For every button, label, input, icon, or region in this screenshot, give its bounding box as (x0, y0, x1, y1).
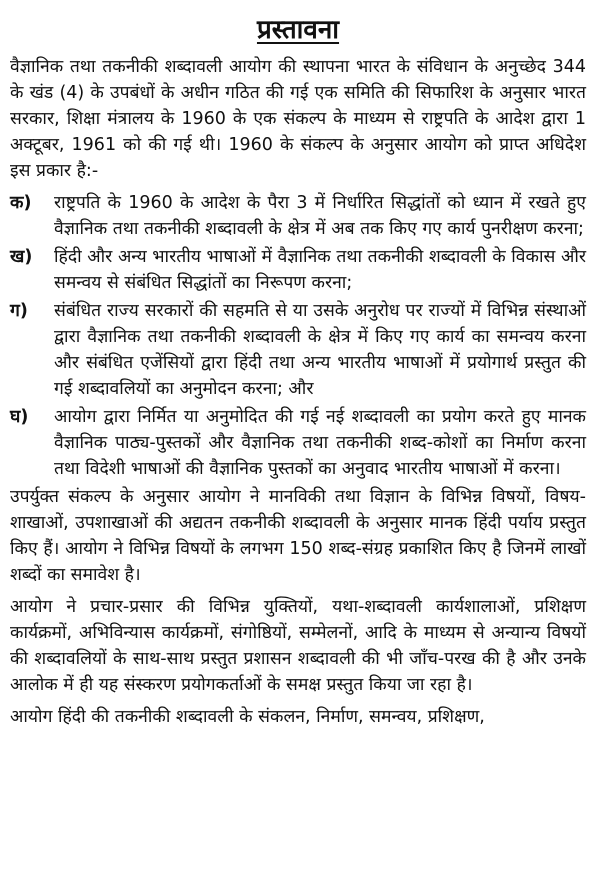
page-title: प्रस्तावना (256, 15, 340, 45)
mandate-list (10, 190, 586, 482)
paragraph-outreach: आयोग ने प्रचार-प्रसार की विभिन्न युक्तियों, यथा-शब्दावली कार्यशालाओं, प्रशिक्षण कार्यक्रमों, अभिविन्यास कार्यक्रमों, संगोष्ठियों, सम्मेलनों, आदि के माध्यम से अन्यान्य विषयों की शब्दावलियों के साथ-साथ प्रस्तुत प्रशासन शब्दावली की भी जाँच-परख की है और उनके आलोक में ही यह संस्करण प्रयोगकर्ताओं के समक्ष प्रस्तुत किया जा रहा है। (10, 597, 586, 695)
list-item-text: राष्ट्रपति के 1960 के आदेश के पैरा 3 में निर्धारित सिद्धांतों को ध्यान में रखते हुए वैज्ञानिक तथा तकनीकी शब्दावली के क्षेत्र में अब तक किए गए कार्य पुनरीक्षण करना; (54, 193, 586, 239)
list-marker: ख) (10, 247, 33, 267)
list-item (10, 190, 586, 242)
list-marker: ग) (10, 301, 28, 321)
list-item-text: हिंदी और अन्य भारतीय भाषाओं में वैज्ञानिक तथा तकनीकी शब्दावली के विकास और समन्वय से संबंधित सिद्धांतों का निरूपण करना; (54, 247, 586, 293)
list-item-text: आयोग द्वारा निर्मित या अनुमोदित की गई नई शब्दावली का प्रयोग करते हुए मानक वैज्ञानिक पाठ्य-पुस्तकों और वैज्ञानिक तथा तकनीकी शब्द-कोशों का निर्माण करना तथा विदेशी भाषाओं की वैज्ञानिक पुस्तकों का अनुवाद भारतीय भाषाओं में करना। (54, 407, 586, 479)
list-item (10, 298, 586, 402)
list-marker: घ) (10, 407, 29, 427)
paragraph-achievements: उपर्युक्त संकल्प के अनुसार आयोग ने मानविकी तथा विज्ञान के विभिन्न विषयों, विषय-शाखाओं, उपशाखाओं की अद्यतन तकनीकी शब्दावली के अनुसार मानक हिंदी पर्याय प्रस्तुत किए हैं। आयोग ने विभिन्न विषयों के लगभग 150 शब्द-संग्रह प्रकाशित किए है जिनमें लाखों शब्दों का समावेश है। (10, 487, 586, 585)
list-item (10, 244, 586, 296)
paragraph-establishment: वैज्ञानिक तथा तकनीकी शब्दावली आयोग की स्थापना भारत के संविधान के अनुच्छेद 344 के खंड (4) के उपबंधों के अधीन गठित की गई एक समिति की सिफारिश के अनुसार भारत सरकार, शिक्षा मंत्रालय के 1960 के एक संकल्प के माध्यम से राष्ट्रपति के आदेश द्वारा 1 अक्टूबर, 1961 को की गई थी। 1960 के संकल्प के अनुसार आयोग को प्राप्त अधिदेश इस प्रकार है:- (10, 57, 586, 181)
paragraph-continuation: आयोग हिंदी की तकनीकी शब्दावली के संकलन, निर्माण, समन्वय, प्रशिक्षण, (10, 707, 485, 727)
list-item-text: संबंधित राज्य सरकारों की सहमति से या उसके अनुरोध पर राज्यों में विभिन्न संस्थाओं द्वारा वैज्ञानिक तथा तकनीकी शब्दावली के क्षेत्र में किए गए कार्य का समन्वय करना और संबंधित एजेंसियों द्वारा हिंदी तथा अन्य भारतीय भाषाओं में प्रयोगार्थ प्रस्तुत की गई शब्दावलियों का अनुमोदन करना; और (54, 301, 586, 399)
list-item (10, 404, 586, 482)
list-marker: क) (10, 193, 32, 213)
